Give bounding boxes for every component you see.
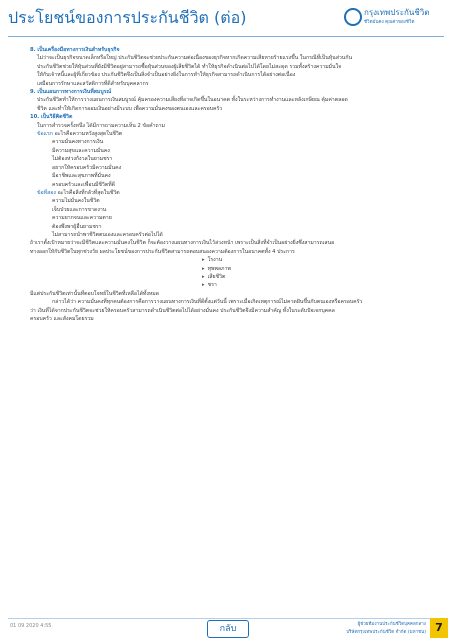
question-2 bbox=[30, 189, 445, 197]
section-10-heading: 10. เป็นวิธีคิดชีวิต bbox=[30, 114, 73, 121]
bullet-text: เสียชีวิต bbox=[207, 273, 226, 280]
page-number: 7 bbox=[430, 618, 448, 638]
logo-mark-icon bbox=[344, 8, 362, 26]
closing-line: ครอบครัว และสังคมโดยรวม bbox=[30, 316, 94, 322]
page-title: ประโยชน์ของการประกันชีวิต (ต่อ) bbox=[8, 8, 247, 27]
answer-item: อยากให้ครอบครัวมีความมั่นคง bbox=[52, 164, 122, 171]
bullet-item bbox=[30, 273, 445, 281]
question-2-text: อะไรคือสิ่งที่กลัวที่สุดในชีวิต bbox=[57, 189, 120, 196]
section-8-line: เสมือนการรักษาและสวัสดิการที่ดีสำหรับบุคคลากร bbox=[37, 80, 149, 87]
footer-caption-1: ผู้ช่วยทีมงานประกันชีวิตบุคคลกลาง bbox=[357, 622, 426, 627]
summary-line: ถ้าเราตั้งเป้าหมายว่าจะมีชีวิตและความมั่นคงในชีวิต ก็จะต้องวางแผนทางการเงินไว้ล่วงหน้า เพราะเป็นสิ่งที่จำเป็นอย่างยิ่งซึ่งสามารถเสนอ bbox=[30, 240, 335, 247]
logo-tagline: ชีวิตมั่นคง คุณค่าของชีวิต bbox=[364, 20, 415, 25]
logo-name: กรุงเทพประกันชีวิต bbox=[364, 8, 430, 17]
answer-item: ความไม่มั่นคงในชีวิต bbox=[52, 198, 100, 205]
section-9-heading: 9. เป็นแผนการทางการเงินที่สมบูรณ์ bbox=[30, 89, 112, 96]
answer-item: ต้องพึ่งพาผู้อื่นยามชรา bbox=[52, 223, 102, 230]
closing-line: กล่าวได้ว่า ความมั่นคงที่ทุกคนต้องการคือการวางแผนทางการเงินที่ดีตั้งแต่วันนี้ เพราะเมื่อเกิดเหตุการณ์ไม่คาดฝันขึ้นกับตนเองหรือครอบครัว bbox=[52, 299, 363, 306]
section-8-line: ไม่ว่าจะเป็นธุรกิจขนาดเล็กหรือใหญ่ ประกันชีวิตจะช่วยประกันความต่อเนื่องของธุรกิจหากเกิดความเสียหายร้ายแรงขึ้น ในกรณีที่เป็นหุ้นส่วนกัน bbox=[37, 55, 353, 62]
triangle-bullet-icon: ▸ bbox=[202, 273, 205, 280]
back-button[interactable]: กลับ bbox=[207, 620, 249, 638]
triangle-bullet-icon: ▸ bbox=[202, 282, 205, 289]
answer-item: ไม่ต้องห่วงกังวลในยามชรา bbox=[52, 156, 113, 163]
page-content bbox=[30, 46, 445, 323]
question-1-text: อะไรคือความหวังสูงสุดในชีวิต bbox=[54, 131, 123, 138]
bullet-text: ทุพพลภาพ bbox=[207, 265, 231, 272]
section-8-line: ให้กับเจ้าหนี้และผู้ที่เกี่ยวข้อง ประกันชีวิตจึงเป็นสิ่งจำเป็นอย่างยิ่งในการทำให้ธุรกิจสามารถดำเนินการได้อย่างต่อเนื่อง bbox=[37, 72, 296, 79]
section-10-intro: ในการสำรวจครั้งหนึ่ง ได้มีการถามความเห็น 2 ข้อคำถาม bbox=[37, 122, 165, 129]
closing-line: มีแต่ประกันชีวิตเท่านั้นที่ตอบโจทย์ในชีวิตที่เหลือได้ทั้งหมด bbox=[30, 290, 160, 297]
answer-item: เจ็บป่วยและการขาดงาน bbox=[52, 206, 107, 213]
footer-divider bbox=[8, 618, 444, 619]
section-8-heading: 8. เป็นเครื่องมือทางการเงินสำหรับธุรกิจ bbox=[30, 47, 120, 53]
section-9-line: ประกันชีวิตทำให้การวางแผนการเงินสมบูรณ์ คุ้มครองความเสี่ยงที่อาจเกิดขึ้นในอนาคต ทั้งในระหว่างการทำงานและหลังเกษียณ คุ้มค่าตลอด bbox=[37, 97, 348, 104]
bullet-item bbox=[30, 265, 445, 273]
triangle-bullet-icon: ▸ bbox=[202, 257, 205, 264]
answer-item: ความยากจนและความตาย bbox=[52, 215, 112, 222]
bullet-item bbox=[30, 256, 445, 264]
answer-item: มีอาชีพและสุขภาพที่มั่นคง bbox=[52, 173, 111, 180]
section-9-line: ชีวิต และทำให้เกิดการออมเงินอย่างมีระบบ เพื่อความมั่นคงของตนเองและครอบครัว bbox=[37, 105, 223, 112]
answer-item: ไม่สามารถนำพาชีวิตตนเองและครอบครัวต่อไปได้ bbox=[52, 231, 163, 238]
closing-line: ว่า เงินที่ได้จากประกันชีวิตจะช่วยให้ครอบครัวสามารถดำเนินชีวิตต่อไปได้อย่างมั่นคง ประกันชีวิตจึงมีความสำคัญ ทั้งในระดับปัจเจกบุคคล bbox=[30, 307, 335, 314]
bullet-text: โรงาน bbox=[207, 257, 223, 264]
bullet-item bbox=[30, 281, 445, 289]
answer-item: ครอบครัวและเพื่อนมีชีวิตที่ดี bbox=[52, 181, 116, 188]
summary-line: ทางออกให้กับชีวิตในทุกช่วงวัย ผลประโยชน์ของการประกันชีวิตสามารถตอบสนองความต้องการในอนาคตทั้ง 4 ประการ bbox=[30, 248, 295, 255]
header-divider bbox=[8, 36, 444, 37]
question-1 bbox=[30, 130, 445, 138]
answer-item: มีความสุขและความมั่นคง bbox=[52, 147, 110, 154]
company-logo bbox=[344, 6, 444, 32]
question-1-label: ข้อแรก bbox=[37, 131, 53, 138]
answer-item: ความมั่นคงทางการเงิน bbox=[52, 139, 104, 146]
triangle-bullet-icon: ▸ bbox=[202, 265, 205, 272]
footer-date: 01 09 2020 4:55 bbox=[10, 623, 52, 629]
bullet-text: ชรา bbox=[207, 282, 217, 289]
section-8-line: ประกันชีวิตช่วยให้หุ้นส่วนที่ยังมีชีวิตอยู่สามารถซื้อหุ้นส่วนของผู้เสียชีวิตได้ ทำให้ธุรกิจดำเนินต่อไปได้โดยไม่สะดุด รวมทั้งสร้างความมั่นใจ bbox=[37, 63, 342, 70]
footer-caption-2: บริษัทกรุงเทพประกันชีวิต จำกัด (มหาชน) bbox=[346, 630, 426, 635]
question-2-label: ข้อที่สอง bbox=[37, 189, 56, 196]
